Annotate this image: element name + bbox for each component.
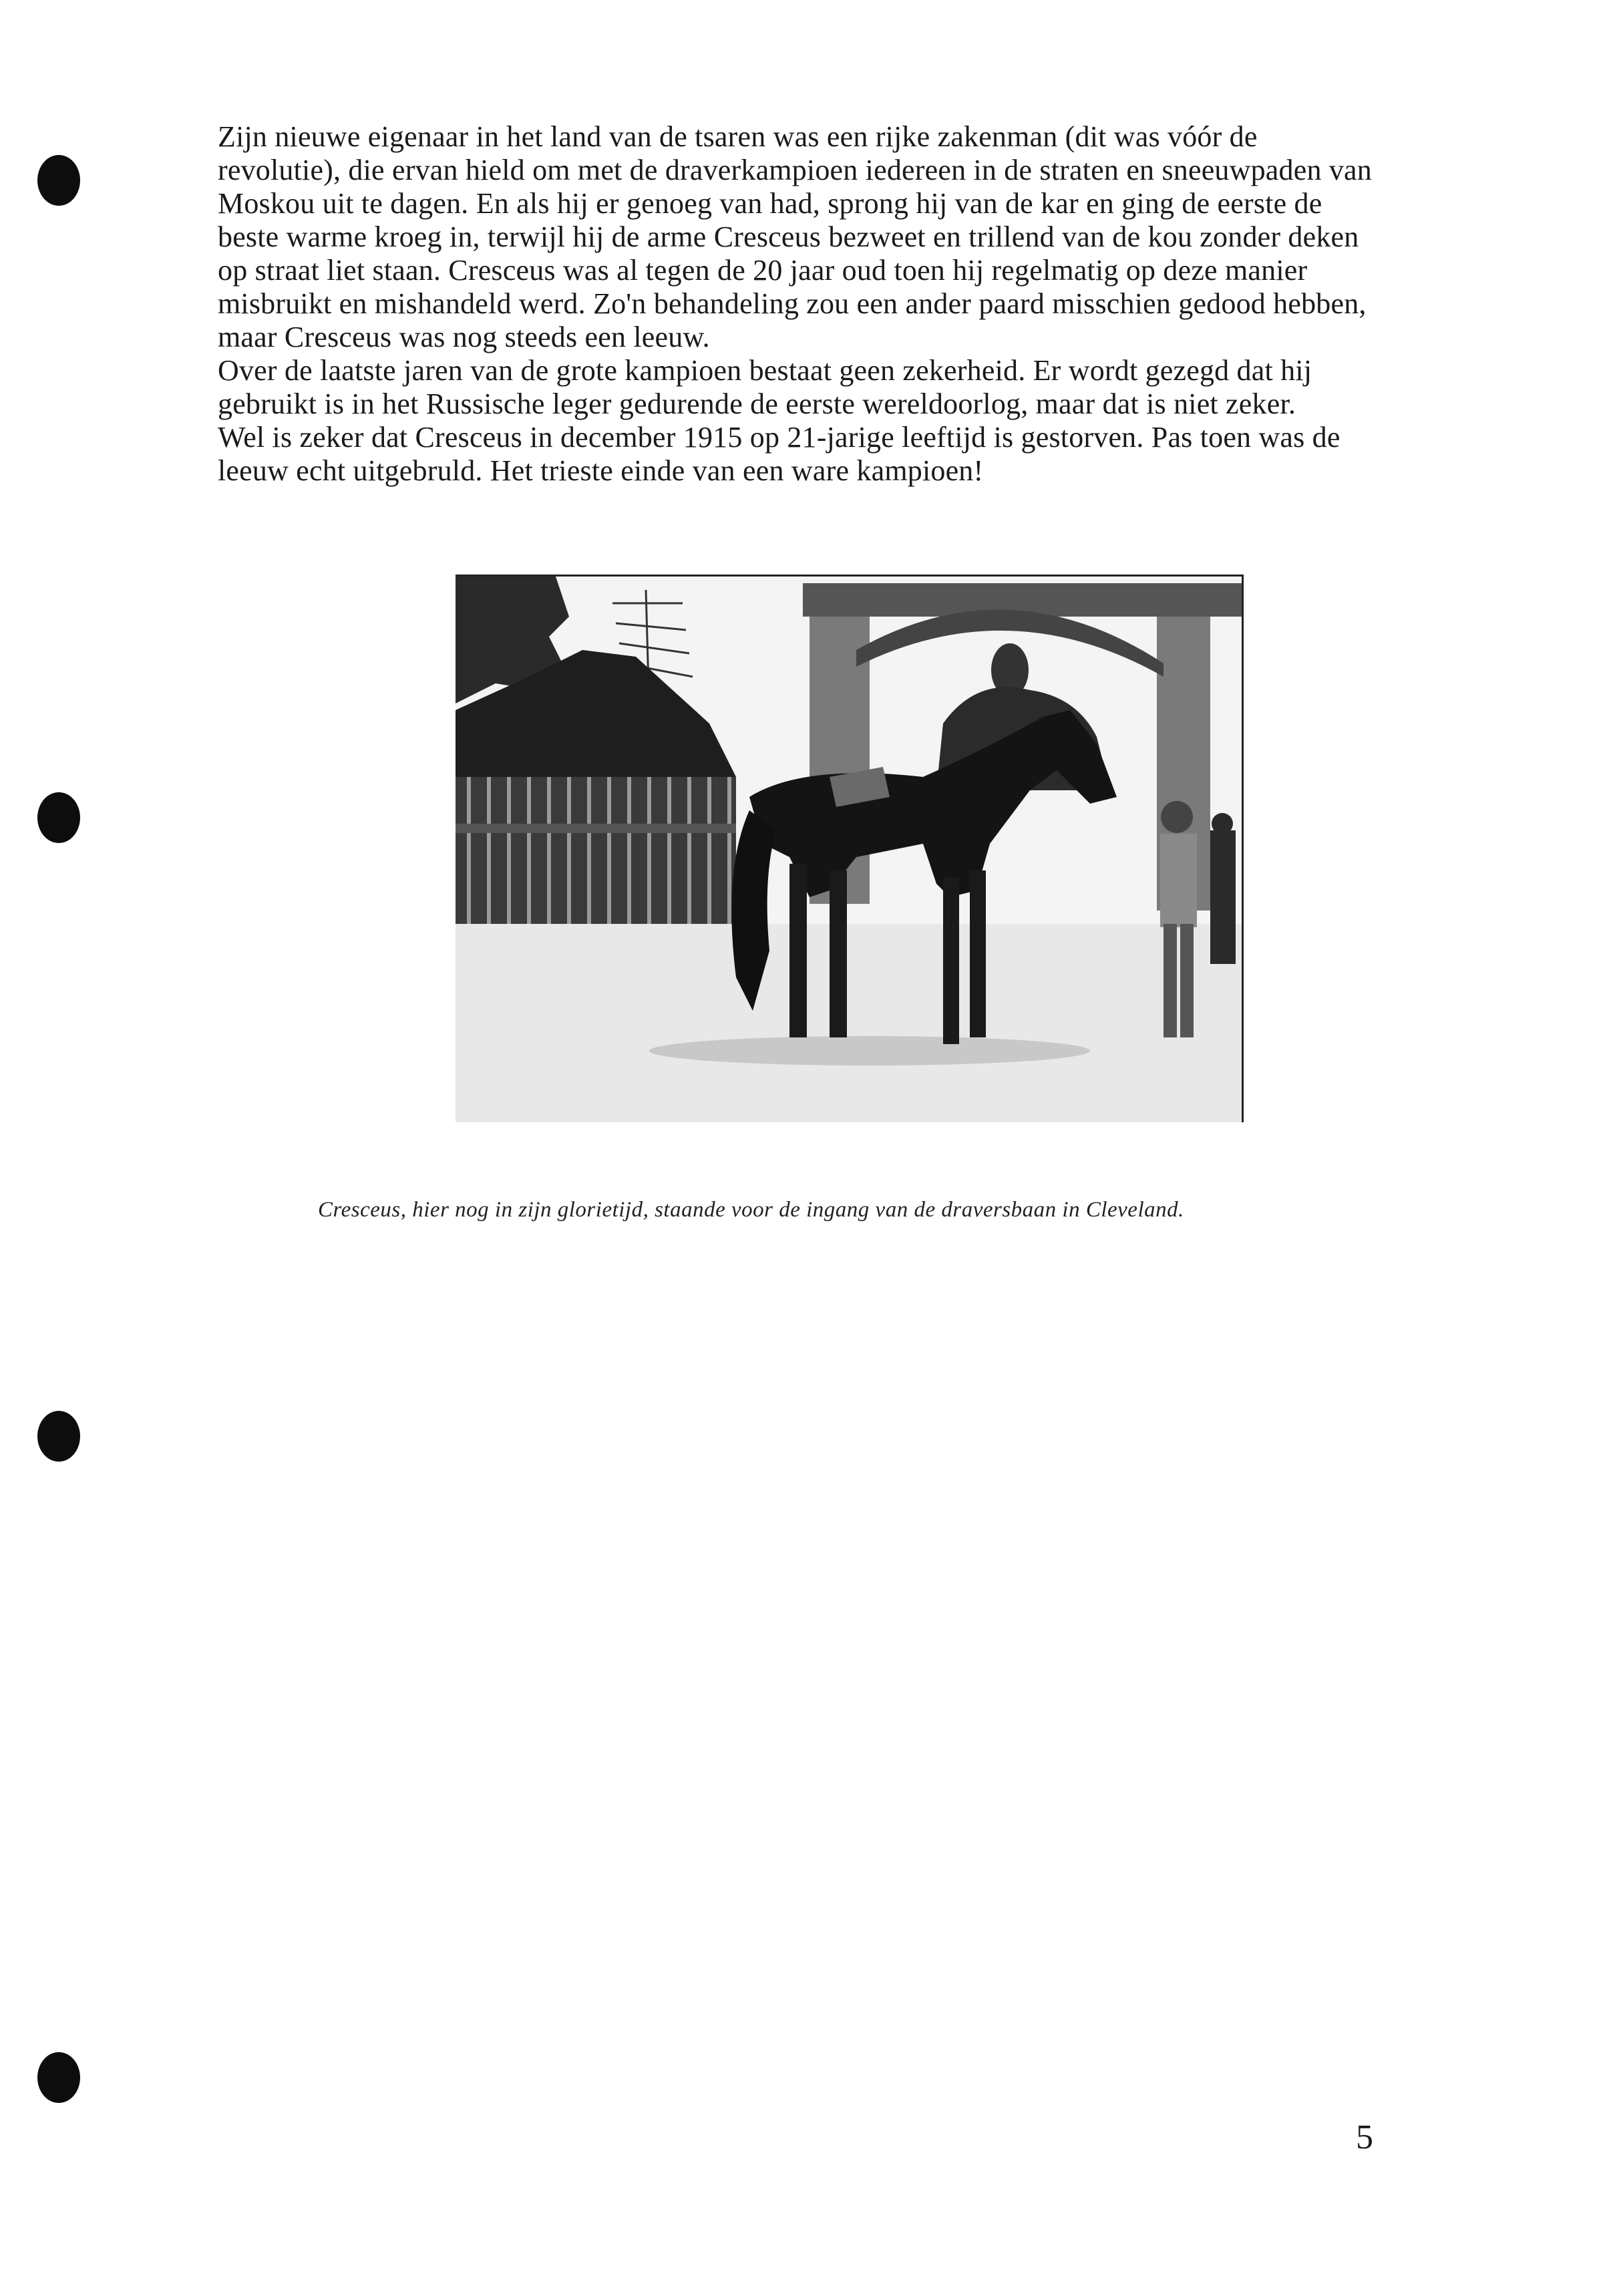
text-line: maar Cresceus was nog steeds een leeuw. bbox=[218, 321, 710, 353]
text-line: Over de laatste jaren van de grote kampioen bestaat geen zekerheid. Er wordt gezegd dat hij bbox=[218, 354, 1312, 387]
text-line: beste warme kroeg in, terwijl hij de arme Cresceus bezweet en trillend van de kou zonder deken bbox=[218, 220, 1359, 253]
punch-hole bbox=[37, 2052, 80, 2103]
text-line: Zijn nieuwe eigenaar in het land van de tsaren was een rijke zakenman (dit was vóór de bbox=[218, 120, 1258, 153]
punch-hole bbox=[37, 792, 80, 843]
text-line: Wel is zeker dat Cresceus in december 1915 op 21-jarige leeftijd is gestorven. Pas toen was de bbox=[218, 421, 1340, 454]
article-body bbox=[218, 120, 1493, 488]
page-number: 5 bbox=[1356, 2118, 1373, 2156]
text-line: gebruikt is in het Russische leger gedurende de eerste wereldoorlog, maar dat is niet zeker. bbox=[218, 387, 1296, 420]
photo-illustration bbox=[456, 577, 1244, 1122]
text-line: Moskou uit te dagen. En als hij er genoeg van had, sprong hij van de kar en ging de eerste de bbox=[218, 187, 1322, 220]
text-line: revolutie), die ervan hield om met de draverkampioen iedereen in de straten en sneeuwpaden van bbox=[218, 154, 1372, 186]
punch-hole bbox=[37, 155, 80, 206]
text-line: leeuw echt uitgebruld. Het trieste einde van een ware kampioen! bbox=[218, 454, 984, 487]
text-line: misbruikt en mishandeld werd. Zo'n behandeling zou een ander paard misschien gedood hebben, bbox=[218, 287, 1367, 320]
horse-photograph bbox=[456, 575, 1244, 1122]
text-line: op straat liet staan. Cresceus was al tegen de 20 jaar oud toen hij regelmatig op deze manier bbox=[218, 254, 1308, 287]
punch-hole bbox=[37, 1411, 80, 1462]
photo-caption: Cresceus, hier nog in zijn glorietijd, staande voor de ingang van de draversbaan in Cleveland. bbox=[318, 1198, 1184, 1222]
